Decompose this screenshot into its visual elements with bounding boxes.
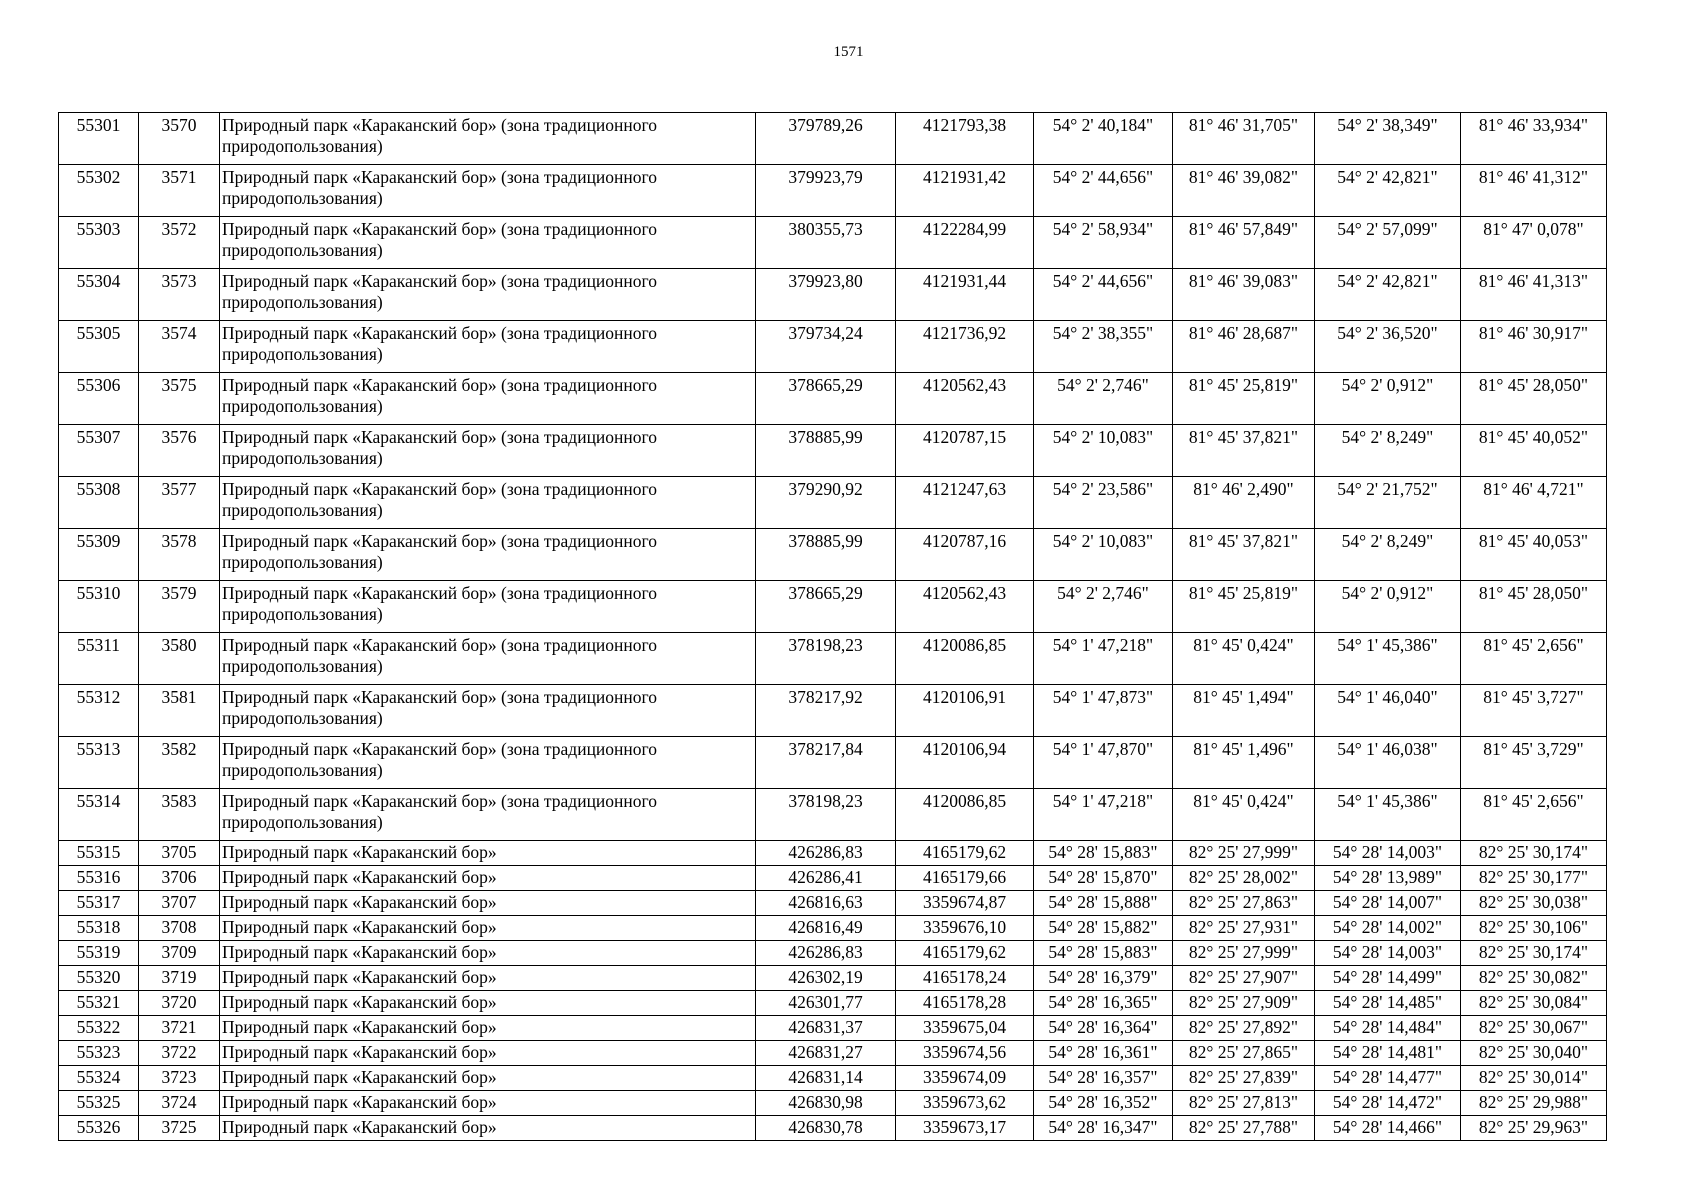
latitude-2-cell: 54° 28' 14,499" (1315, 966, 1461, 991)
longitude-1-cell: 82° 25' 27,839" (1173, 1066, 1315, 1091)
coordinates-table (58, 112, 1607, 1141)
latitude-2-cell: 54° 1' 45,386" (1315, 633, 1461, 685)
latitude-2-cell: 54° 2' 8,249" (1315, 425, 1461, 477)
y-coordinate-cell: 4165178,24 (896, 966, 1034, 991)
longitude-1-cell: 81° 46' 39,083" (1173, 269, 1315, 321)
name-cell: Природный парк «Караканский бор» (220, 941, 756, 966)
table-row (59, 269, 1607, 321)
latitude-1-cell: 54° 2' 10,083" (1034, 529, 1173, 581)
longitude-2-cell: 81° 45' 2,656" (1461, 633, 1607, 685)
latitude-2-cell: 54° 1' 45,386" (1315, 789, 1461, 841)
longitude-1-cell: 81° 45' 25,819" (1173, 581, 1315, 633)
latitude-1-cell: 54° 1' 47,218" (1034, 789, 1173, 841)
y-coordinate-cell: 4120106,94 (896, 737, 1034, 789)
longitude-1-cell: 81° 45' 37,821" (1173, 529, 1315, 581)
longitude-2-cell: 82° 25' 30,174" (1461, 941, 1607, 966)
table-row (59, 529, 1607, 581)
point-number-cell: 3724 (139, 1091, 220, 1116)
latitude-2-cell: 54° 2' 38,349" (1315, 113, 1461, 165)
point-number-cell: 3707 (139, 891, 220, 916)
latitude-2-cell: 54° 28' 14,003" (1315, 941, 1461, 966)
x-coordinate-cell: 426831,14 (756, 1066, 896, 1091)
latitude-1-cell: 54° 28' 15,888" (1034, 891, 1173, 916)
name-cell: Природный парк «Караканский бор» (220, 866, 756, 891)
row-number-cell: 55323 (59, 1041, 139, 1066)
latitude-2-cell: 54° 2' 0,912" (1315, 373, 1461, 425)
row-number-cell: 55303 (59, 217, 139, 269)
longitude-1-cell: 82° 25' 27,999" (1173, 941, 1315, 966)
row-number-cell: 55302 (59, 165, 139, 217)
point-number-cell: 3721 (139, 1016, 220, 1041)
table-row (59, 737, 1607, 789)
latitude-2-cell: 54° 28' 13,989" (1315, 866, 1461, 891)
latitude-1-cell: 54° 28' 16,352" (1034, 1091, 1173, 1116)
point-number-cell: 3709 (139, 941, 220, 966)
y-coordinate-cell: 4120086,85 (896, 789, 1034, 841)
point-number-cell: 3576 (139, 425, 220, 477)
name-cell: Природный парк «Караканский бор» (зона традиционного природопользования) (220, 477, 756, 529)
latitude-2-cell: 54° 28' 14,007" (1315, 891, 1461, 916)
x-coordinate-cell: 378217,84 (756, 737, 896, 789)
longitude-2-cell: 81° 45' 3,729" (1461, 737, 1607, 789)
longitude-1-cell: 82° 25' 27,999" (1173, 841, 1315, 866)
longitude-1-cell: 82° 25' 27,909" (1173, 991, 1315, 1016)
latitude-2-cell: 54° 28' 14,484" (1315, 1016, 1461, 1041)
longitude-2-cell: 82° 25' 30,084" (1461, 991, 1607, 1016)
latitude-1-cell: 54° 28' 15,870" (1034, 866, 1173, 891)
row-number-cell: 55321 (59, 991, 139, 1016)
x-coordinate-cell: 378885,99 (756, 529, 896, 581)
latitude-2-cell: 54° 2' 36,520" (1315, 321, 1461, 373)
table-row (59, 1116, 1607, 1141)
longitude-1-cell: 82° 25' 27,788" (1173, 1116, 1315, 1141)
latitude-1-cell: 54° 2' 10,083" (1034, 425, 1173, 477)
latitude-1-cell: 54° 1' 47,218" (1034, 633, 1173, 685)
row-number-cell: 55305 (59, 321, 139, 373)
table-row (59, 217, 1607, 269)
x-coordinate-cell: 426301,77 (756, 991, 896, 1016)
table-row (59, 1091, 1607, 1116)
x-coordinate-cell: 378665,29 (756, 581, 896, 633)
latitude-2-cell: 54° 2' 57,099" (1315, 217, 1461, 269)
latitude-2-cell: 54° 28' 14,472" (1315, 1091, 1461, 1116)
row-number-cell: 55314 (59, 789, 139, 841)
name-cell: Природный парк «Караканский бор» (зона традиционного природопользования) (220, 633, 756, 685)
point-number-cell: 3583 (139, 789, 220, 841)
row-number-cell: 55313 (59, 737, 139, 789)
row-number-cell: 55320 (59, 966, 139, 991)
point-number-cell: 3708 (139, 916, 220, 941)
longitude-1-cell: 82° 25' 27,892" (1173, 1016, 1315, 1041)
latitude-1-cell: 54° 2' 58,934" (1034, 217, 1173, 269)
point-number-cell: 3571 (139, 165, 220, 217)
point-number-cell: 3580 (139, 633, 220, 685)
longitude-2-cell: 82° 25' 30,106" (1461, 916, 1607, 941)
y-coordinate-cell: 3359674,56 (896, 1041, 1034, 1066)
point-number-cell: 3577 (139, 477, 220, 529)
row-number-cell: 55310 (59, 581, 139, 633)
point-number-cell: 3719 (139, 966, 220, 991)
latitude-1-cell: 54° 28' 15,883" (1034, 841, 1173, 866)
longitude-1-cell: 81° 45' 37,821" (1173, 425, 1315, 477)
y-coordinate-cell: 4121931,44 (896, 269, 1034, 321)
row-number-cell: 55301 (59, 113, 139, 165)
latitude-1-cell: 54° 2' 40,184" (1034, 113, 1173, 165)
latitude-1-cell: 54° 2' 23,586" (1034, 477, 1173, 529)
latitude-2-cell: 54° 2' 42,821" (1315, 165, 1461, 217)
y-coordinate-cell: 3359676,10 (896, 916, 1034, 941)
table-row (59, 425, 1607, 477)
row-number-cell: 55315 (59, 841, 139, 866)
point-number-cell: 3705 (139, 841, 220, 866)
x-coordinate-cell: 378217,92 (756, 685, 896, 737)
name-cell: Природный парк «Караканский бор» (зона традиционного природопользования) (220, 165, 756, 217)
table-row (59, 321, 1607, 373)
name-cell: Природный парк «Караканский бор» (зона традиционного природопользования) (220, 685, 756, 737)
row-number-cell: 55304 (59, 269, 139, 321)
table-row (59, 581, 1607, 633)
x-coordinate-cell: 426286,83 (756, 941, 896, 966)
y-coordinate-cell: 4120787,16 (896, 529, 1034, 581)
name-cell: Природный парк «Караканский бор» (220, 841, 756, 866)
longitude-1-cell: 81° 45' 25,819" (1173, 373, 1315, 425)
name-cell: Природный парк «Караканский бор» (зона традиционного природопользования) (220, 373, 756, 425)
longitude-1-cell: 81° 46' 2,490" (1173, 477, 1315, 529)
longitude-1-cell: 82° 25' 28,002" (1173, 866, 1315, 891)
y-coordinate-cell: 3359674,87 (896, 891, 1034, 916)
table-row (59, 841, 1607, 866)
longitude-2-cell: 81° 45' 40,052" (1461, 425, 1607, 477)
longitude-2-cell: 81° 45' 2,656" (1461, 789, 1607, 841)
latitude-1-cell: 54° 28' 16,379" (1034, 966, 1173, 991)
point-number-cell: 3575 (139, 373, 220, 425)
name-cell: Природный парк «Караканский бор» (зона традиционного природопользования) (220, 269, 756, 321)
point-number-cell: 3720 (139, 991, 220, 1016)
name-cell: Природный парк «Караканский бор» (зона традиционного природопользования) (220, 217, 756, 269)
x-coordinate-cell: 379734,24 (756, 321, 896, 373)
name-cell: Природный парк «Караканский бор» (220, 1016, 756, 1041)
y-coordinate-cell: 4121736,92 (896, 321, 1034, 373)
table-row (59, 477, 1607, 529)
latitude-2-cell: 54° 28' 14,477" (1315, 1066, 1461, 1091)
name-cell: Природный парк «Караканский бор» (220, 966, 756, 991)
y-coordinate-cell: 4120562,43 (896, 581, 1034, 633)
longitude-2-cell: 81° 45' 3,727" (1461, 685, 1607, 737)
row-number-cell: 55325 (59, 1091, 139, 1116)
x-coordinate-cell: 426831,27 (756, 1041, 896, 1066)
table-row (59, 1016, 1607, 1041)
name-cell: Природный парк «Караканский бор» (220, 1116, 756, 1141)
x-coordinate-cell: 426302,19 (756, 966, 896, 991)
longitude-1-cell: 82° 25' 27,907" (1173, 966, 1315, 991)
x-coordinate-cell: 380355,73 (756, 217, 896, 269)
x-coordinate-cell: 379290,92 (756, 477, 896, 529)
longitude-2-cell: 81° 45' 28,050" (1461, 373, 1607, 425)
point-number-cell: 3725 (139, 1116, 220, 1141)
longitude-2-cell: 82° 25' 30,082" (1461, 966, 1607, 991)
table-row (59, 991, 1607, 1016)
table-row (59, 373, 1607, 425)
latitude-2-cell: 54° 1' 46,038" (1315, 737, 1461, 789)
table-row (59, 966, 1607, 991)
longitude-1-cell: 81° 45' 0,424" (1173, 633, 1315, 685)
latitude-2-cell: 54° 28' 14,466" (1315, 1116, 1461, 1141)
latitude-1-cell: 54° 28' 16,365" (1034, 991, 1173, 1016)
longitude-2-cell: 82° 25' 30,067" (1461, 1016, 1607, 1041)
y-coordinate-cell: 3359675,04 (896, 1016, 1034, 1041)
point-number-cell: 3578 (139, 529, 220, 581)
latitude-1-cell: 54° 28' 16,364" (1034, 1016, 1173, 1041)
longitude-1-cell: 82° 25' 27,931" (1173, 916, 1315, 941)
point-number-cell: 3572 (139, 217, 220, 269)
x-coordinate-cell: 379789,26 (756, 113, 896, 165)
row-number-cell: 55317 (59, 891, 139, 916)
table-row (59, 1066, 1607, 1091)
name-cell: Природный парк «Караканский бор» (220, 916, 756, 941)
name-cell: Природный парк «Караканский бор» (зона традиционного природопользования) (220, 113, 756, 165)
y-coordinate-cell: 4165178,28 (896, 991, 1034, 1016)
row-number-cell: 55319 (59, 941, 139, 966)
longitude-2-cell: 82° 25' 30,040" (1461, 1041, 1607, 1066)
table-body (59, 113, 1607, 1141)
table-row (59, 633, 1607, 685)
row-number-cell: 55306 (59, 373, 139, 425)
table-row (59, 1041, 1607, 1066)
table-row (59, 891, 1607, 916)
point-number-cell: 3723 (139, 1066, 220, 1091)
longitude-1-cell: 82° 25' 27,863" (1173, 891, 1315, 916)
longitude-1-cell: 81° 46' 57,849" (1173, 217, 1315, 269)
name-cell: Природный парк «Караканский бор» (зона традиционного природопользования) (220, 529, 756, 581)
y-coordinate-cell: 3359673,17 (896, 1116, 1034, 1141)
x-coordinate-cell: 426816,63 (756, 891, 896, 916)
latitude-1-cell: 54° 28' 15,883" (1034, 941, 1173, 966)
longitude-2-cell: 81° 46' 30,917" (1461, 321, 1607, 373)
name-cell: Природный парк «Караканский бор» (зона традиционного природопользования) (220, 425, 756, 477)
y-coordinate-cell: 4122284,99 (896, 217, 1034, 269)
table-row (59, 113, 1607, 165)
point-number-cell: 3570 (139, 113, 220, 165)
longitude-1-cell: 81° 46' 31,705" (1173, 113, 1315, 165)
y-coordinate-cell: 4121931,42 (896, 165, 1034, 217)
x-coordinate-cell: 426830,78 (756, 1116, 896, 1141)
y-coordinate-cell: 4120086,85 (896, 633, 1034, 685)
longitude-1-cell: 81° 45' 1,496" (1173, 737, 1315, 789)
y-coordinate-cell: 4121793,38 (896, 113, 1034, 165)
name-cell: Природный парк «Караканский бор» (220, 1066, 756, 1091)
page-number: 1571 (833, 44, 864, 60)
y-coordinate-cell: 4165179,62 (896, 941, 1034, 966)
name-cell: Природный парк «Караканский бор» (220, 991, 756, 1016)
longitude-2-cell: 81° 45' 28,050" (1461, 581, 1607, 633)
row-number-cell: 55311 (59, 633, 139, 685)
y-coordinate-cell: 4120787,15 (896, 425, 1034, 477)
name-cell: Природный парк «Караканский бор» (зона традиционного природопользования) (220, 321, 756, 373)
latitude-2-cell: 54° 28' 14,485" (1315, 991, 1461, 1016)
latitude-2-cell: 54° 1' 46,040" (1315, 685, 1461, 737)
x-coordinate-cell: 378198,23 (756, 789, 896, 841)
latitude-2-cell: 54° 28' 14,481" (1315, 1041, 1461, 1066)
y-coordinate-cell: 4121247,63 (896, 477, 1034, 529)
point-number-cell: 3722 (139, 1041, 220, 1066)
table-row (59, 165, 1607, 217)
longitude-2-cell: 82° 25' 30,038" (1461, 891, 1607, 916)
x-coordinate-cell: 378665,29 (756, 373, 896, 425)
longitude-2-cell: 82° 25' 30,174" (1461, 841, 1607, 866)
latitude-2-cell: 54° 28' 14,002" (1315, 916, 1461, 941)
point-number-cell: 3579 (139, 581, 220, 633)
point-number-cell: 3582 (139, 737, 220, 789)
y-coordinate-cell: 4120106,91 (896, 685, 1034, 737)
longitude-2-cell: 81° 45' 40,053" (1461, 529, 1607, 581)
row-number-cell: 55322 (59, 1016, 139, 1041)
longitude-2-cell: 81° 47' 0,078" (1461, 217, 1607, 269)
row-number-cell: 55307 (59, 425, 139, 477)
name-cell: Природный парк «Караканский бор» (220, 891, 756, 916)
latitude-2-cell: 54° 2' 8,249" (1315, 529, 1461, 581)
latitude-1-cell: 54° 2' 44,656" (1034, 269, 1173, 321)
name-cell: Природный парк «Караканский бор» (зона традиционного природопользования) (220, 789, 756, 841)
x-coordinate-cell: 426286,41 (756, 866, 896, 891)
point-number-cell: 3581 (139, 685, 220, 737)
latitude-1-cell: 54° 28' 15,882" (1034, 916, 1173, 941)
longitude-2-cell: 81° 46' 33,934" (1461, 113, 1607, 165)
x-coordinate-cell: 378885,99 (756, 425, 896, 477)
point-number-cell: 3573 (139, 269, 220, 321)
latitude-1-cell: 54° 28' 16,361" (1034, 1041, 1173, 1066)
row-number-cell: 55309 (59, 529, 139, 581)
row-number-cell: 55312 (59, 685, 139, 737)
longitude-2-cell: 82° 25' 29,963" (1461, 1116, 1607, 1141)
name-cell: Природный парк «Караканский бор» (220, 1041, 756, 1066)
longitude-2-cell: 81° 46' 41,312" (1461, 165, 1607, 217)
longitude-2-cell: 82° 25' 29,988" (1461, 1091, 1607, 1116)
y-coordinate-cell: 4120562,43 (896, 373, 1034, 425)
longitude-2-cell: 81° 46' 4,721" (1461, 477, 1607, 529)
latitude-2-cell: 54° 28' 14,003" (1315, 841, 1461, 866)
longitude-1-cell: 81° 45' 0,424" (1173, 789, 1315, 841)
longitude-1-cell: 81° 46' 39,082" (1173, 165, 1315, 217)
name-cell: Природный парк «Караканский бор» (зона традиционного природопользования) (220, 737, 756, 789)
name-cell: Природный парк «Караканский бор» (220, 1091, 756, 1116)
longitude-1-cell: 81° 46' 28,687" (1173, 321, 1315, 373)
row-number-cell: 55308 (59, 477, 139, 529)
x-coordinate-cell: 379923,80 (756, 269, 896, 321)
longitude-2-cell: 81° 46' 41,313" (1461, 269, 1607, 321)
latitude-2-cell: 54° 2' 21,752" (1315, 477, 1461, 529)
row-number-cell: 55316 (59, 866, 139, 891)
longitude-2-cell: 82° 25' 30,014" (1461, 1066, 1607, 1091)
table-row (59, 685, 1607, 737)
row-number-cell: 55326 (59, 1116, 139, 1141)
x-coordinate-cell: 426830,98 (756, 1091, 896, 1116)
latitude-1-cell: 54° 28' 16,357" (1034, 1066, 1173, 1091)
x-coordinate-cell: 426831,37 (756, 1016, 896, 1041)
latitude-2-cell: 54° 2' 42,821" (1315, 269, 1461, 321)
y-coordinate-cell: 4165179,66 (896, 866, 1034, 891)
x-coordinate-cell: 426286,83 (756, 841, 896, 866)
y-coordinate-cell: 3359673,62 (896, 1091, 1034, 1116)
y-coordinate-cell: 4165179,62 (896, 841, 1034, 866)
x-coordinate-cell: 378198,23 (756, 633, 896, 685)
y-coordinate-cell: 3359674,09 (896, 1066, 1034, 1091)
latitude-1-cell: 54° 1' 47,873" (1034, 685, 1173, 737)
latitude-1-cell: 54° 2' 44,656" (1034, 165, 1173, 217)
row-number-cell: 55324 (59, 1066, 139, 1091)
longitude-1-cell: 82° 25' 27,813" (1173, 1091, 1315, 1116)
name-cell: Природный парк «Караканский бор» (зона традиционного природопользования) (220, 581, 756, 633)
table-row (59, 941, 1607, 966)
latitude-1-cell: 54° 2' 38,355" (1034, 321, 1173, 373)
point-number-cell: 3706 (139, 866, 220, 891)
longitude-1-cell: 81° 45' 1,494" (1173, 685, 1315, 737)
longitude-1-cell: 82° 25' 27,865" (1173, 1041, 1315, 1066)
table-row (59, 916, 1607, 941)
latitude-1-cell: 54° 1' 47,870" (1034, 737, 1173, 789)
latitude-1-cell: 54° 28' 16,347" (1034, 1116, 1173, 1141)
x-coordinate-cell: 426816,49 (756, 916, 896, 941)
table-row (59, 866, 1607, 891)
point-number-cell: 3574 (139, 321, 220, 373)
latitude-2-cell: 54° 2' 0,912" (1315, 581, 1461, 633)
latitude-1-cell: 54° 2' 2,746" (1034, 373, 1173, 425)
row-number-cell: 55318 (59, 916, 139, 941)
x-coordinate-cell: 379923,79 (756, 165, 896, 217)
table-row (59, 789, 1607, 841)
latitude-1-cell: 54° 2' 2,746" (1034, 581, 1173, 633)
longitude-2-cell: 82° 25' 30,177" (1461, 866, 1607, 891)
